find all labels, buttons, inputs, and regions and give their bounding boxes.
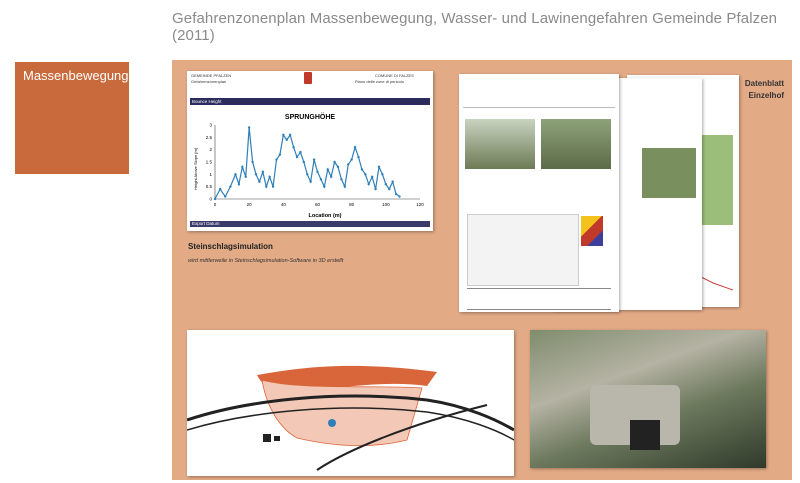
data-point [289, 134, 291, 136]
page-mid-photo [642, 148, 696, 198]
data-point [292, 146, 294, 148]
photo-shadow [630, 420, 660, 450]
y-tick-label: 0 [209, 196, 212, 202]
data-point [255, 173, 257, 175]
y-tick-label: 2.5 [205, 134, 212, 140]
data-point [395, 193, 397, 195]
data-point [364, 173, 366, 175]
data-point [248, 126, 250, 128]
data-point [378, 166, 380, 168]
simulation-title: Steinschlagsimulation [188, 242, 273, 251]
front-header [463, 77, 615, 108]
hazard-map [187, 330, 514, 476]
data-point [385, 183, 387, 185]
datasheet-label [732, 78, 784, 102]
chart-y-axis-label: Height Above Slope [m] [193, 148, 198, 190]
data-point [279, 153, 281, 155]
data-point [320, 178, 322, 180]
front-map [467, 214, 579, 286]
data-point [391, 181, 393, 183]
data-point [371, 176, 373, 178]
data-point [361, 168, 363, 170]
x-tick-label: 60 [314, 202, 321, 207]
datasheet-label-line1: Datenblatt [744, 79, 784, 88]
content-panel [172, 60, 792, 480]
front-photo-1 [465, 119, 535, 169]
data-point [340, 178, 342, 180]
hazard-map-drawing [187, 330, 514, 476]
data-point [323, 185, 325, 187]
logo-icon [304, 72, 312, 84]
data-point [282, 134, 284, 136]
y-tick-label: 2 [209, 147, 212, 153]
data-point [347, 163, 349, 165]
data-point [234, 173, 236, 175]
data-point [388, 188, 390, 190]
chart-card-right-sub: Piano delle zone di pericolo [355, 79, 404, 84]
y-tick-label: 1.5 [205, 159, 212, 165]
data-point [381, 173, 383, 175]
data-point [219, 188, 221, 190]
data-point [316, 171, 318, 173]
datasheet-label-line2: Einzelhof [748, 91, 784, 100]
data-point [398, 195, 400, 197]
data-point [354, 146, 356, 148]
data-point [258, 181, 260, 183]
chart-footer: Export Datum [190, 221, 430, 227]
simulation-subtitle: wird mittlerweile in Steinschlagsimulation-Software in 3D erstellt [188, 258, 344, 264]
x-tick-label: 40 [280, 202, 286, 207]
x-tick-label: 0 [213, 202, 217, 207]
front-photo-2 [541, 119, 611, 169]
data-point [229, 185, 231, 187]
data-point [272, 185, 274, 187]
chart-card [187, 71, 433, 231]
data-point [241, 166, 243, 168]
category-tag [15, 62, 129, 174]
data-point [262, 171, 264, 173]
data-point [251, 161, 253, 163]
y-tick-label: 3 [209, 122, 212, 128]
data-point [245, 176, 247, 178]
data-point [268, 176, 270, 178]
data-point [286, 139, 288, 141]
front-table [467, 288, 611, 310]
chart-card-right-top: COMUNE DI FALZES [375, 73, 414, 78]
data-point [275, 158, 277, 160]
data-point [368, 183, 370, 185]
data-point [327, 168, 329, 170]
y-tick-label: 1 [209, 171, 212, 177]
chart-x-axis-label: Location (m) [308, 213, 342, 219]
datasheet-page-front [459, 74, 619, 312]
data-point [224, 195, 226, 197]
chart-bar: Bounce Height [190, 98, 430, 105]
data-point [306, 173, 308, 175]
front-legend [581, 216, 603, 246]
data-point [238, 183, 240, 185]
chart-card-left-top: GEMEINDE PFALZEN [191, 73, 232, 78]
data-point [374, 188, 376, 190]
y-tick-label: 0.5 [205, 184, 212, 190]
data-point [330, 176, 332, 178]
data-point [296, 156, 298, 158]
data-point [350, 158, 352, 160]
data-point [357, 156, 359, 158]
chart-title: SPRUNGHÖHE [284, 114, 336, 121]
x-tick-label: 20 [246, 202, 252, 207]
data-point [303, 161, 305, 163]
data-point [214, 198, 216, 200]
data-point [313, 158, 315, 160]
data-point [265, 185, 267, 187]
chart-card-left-sub: Gefahrenzonenplan [191, 79, 227, 84]
category-tag-label: Massenbewegung [23, 68, 129, 83]
data-point [333, 161, 335, 163]
series-line [215, 127, 400, 199]
data-point [344, 185, 346, 187]
data-point [309, 181, 311, 183]
data-point [299, 151, 301, 153]
data-point [337, 166, 339, 168]
x-tick-label: 80 [349, 202, 355, 207]
field-photo [530, 330, 766, 468]
x-tick-label: 100 [382, 202, 390, 207]
x-tick-label: 120 [416, 202, 424, 207]
page-title: Gefahrenzonenplan Massenbewegung, Wasser- und Lawinengefahren Gemeinde Pfalzen (2011) [172, 10, 778, 44]
chart-series [214, 126, 401, 200]
bounce-height-chart [190, 107, 430, 219]
